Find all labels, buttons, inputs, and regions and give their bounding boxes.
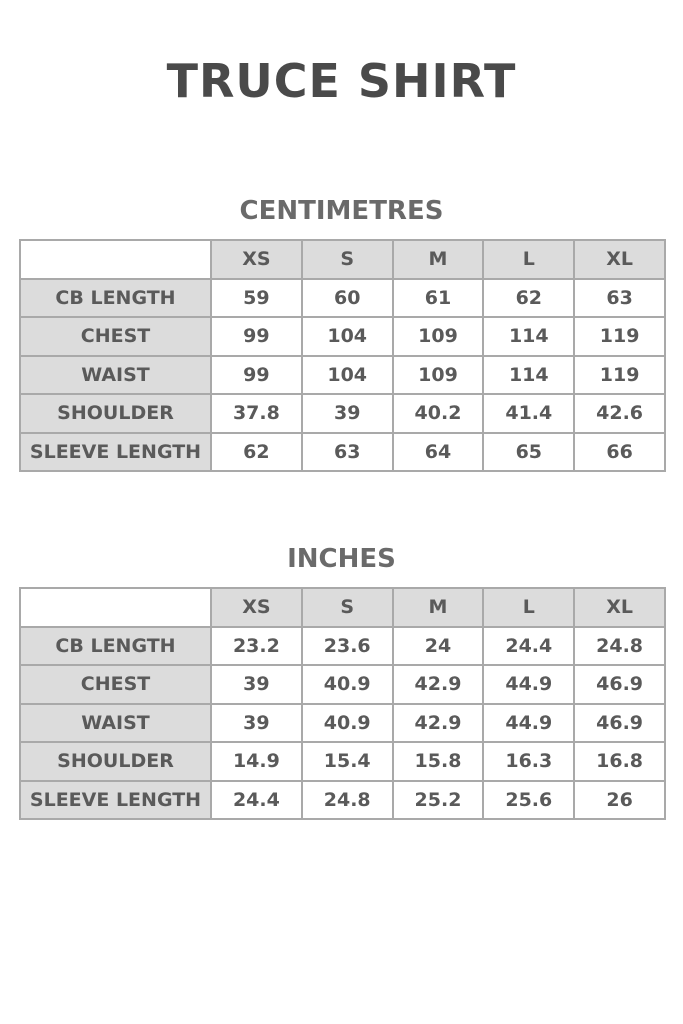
table-cell: 63: [574, 279, 665, 318]
table-cell: 99: [211, 356, 302, 395]
table-row: [20, 394, 665, 433]
table-cell: 14.9: [211, 742, 302, 781]
size-header-xs: XS: [211, 240, 302, 279]
table-cell: 114: [483, 317, 574, 356]
row-label-cb-length: CB LENGTH: [20, 627, 211, 666]
size-header-l: L: [483, 240, 574, 279]
page-title: TRUCE SHIRT: [166, 54, 517, 108]
table-cell: 23.2: [211, 627, 302, 666]
table-cell: 42.6: [574, 394, 665, 433]
table-cell: 65: [483, 433, 574, 472]
row-label-chest: CHEST: [20, 665, 211, 704]
table-cell: 44.9: [483, 665, 574, 704]
table-cell: 24: [393, 627, 484, 666]
table-cell: 46.9: [574, 704, 665, 743]
size-header-l: L: [483, 588, 574, 627]
table-row: [20, 627, 665, 666]
table-row: [20, 704, 665, 743]
size-header-xl: XL: [574, 588, 665, 627]
table-cell: 24.8: [302, 781, 393, 820]
row-label-cb-length: CB LENGTH: [20, 279, 211, 318]
table-cell: 59: [211, 279, 302, 318]
size-header-m: M: [393, 240, 484, 279]
table-corner-cell: [20, 240, 211, 279]
table-row: [20, 665, 665, 704]
table-cell: 99: [211, 317, 302, 356]
table-cell: 62: [211, 433, 302, 472]
table-row: [20, 317, 665, 356]
table-row: [20, 279, 665, 318]
table-cell: 26: [574, 781, 665, 820]
table-row: [20, 356, 665, 395]
table-cell: 114: [483, 356, 574, 395]
inches-heading: INCHES: [287, 544, 396, 574]
centimetres-heading: CENTIMETRES: [239, 196, 444, 226]
table-header-row: [20, 588, 665, 627]
table-cell: 66: [574, 433, 665, 472]
table-cell: 25.6: [483, 781, 574, 820]
row-label-waist: WAIST: [20, 704, 211, 743]
table-cell: 109: [393, 356, 484, 395]
table-cell: 15.8: [393, 742, 484, 781]
row-label-shoulder: SHOULDER: [20, 742, 211, 781]
table-cell: 24.4: [211, 781, 302, 820]
table-cell: 25.2: [393, 781, 484, 820]
table-cell: 60: [302, 279, 393, 318]
table-cell: 42.9: [393, 665, 484, 704]
size-header-xs: XS: [211, 588, 302, 627]
row-label-chest: CHEST: [20, 317, 211, 356]
size-header-xl: XL: [574, 240, 665, 279]
size-header-m: M: [393, 588, 484, 627]
size-header-s: S: [302, 588, 393, 627]
table-cell: 40.9: [302, 704, 393, 743]
table-cell: 61: [393, 279, 484, 318]
table-cell: 16.3: [483, 742, 574, 781]
row-label-waist: WAIST: [20, 356, 211, 395]
table-cell: 15.4: [302, 742, 393, 781]
table-cell: 37.8: [211, 394, 302, 433]
table-row: [20, 742, 665, 781]
table-cell: 41.4: [483, 394, 574, 433]
table-cell: 44.9: [483, 704, 574, 743]
table-cell: 104: [302, 356, 393, 395]
table-cell: 16.8: [574, 742, 665, 781]
table-row: [20, 781, 665, 820]
table-cell: 62: [483, 279, 574, 318]
table-cell: 39: [302, 394, 393, 433]
table-cell: 24.8: [574, 627, 665, 666]
table-cell: 40.2: [393, 394, 484, 433]
centimetres-size-table: [19, 239, 666, 472]
table-row: [20, 433, 665, 472]
row-label-sleeve-length: SLEEVE LENGTH: [20, 781, 211, 820]
table-header-row: [20, 240, 665, 279]
table-cell: 39: [211, 704, 302, 743]
table-cell: 39: [211, 665, 302, 704]
table-cell: 119: [574, 356, 665, 395]
inches-size-table: [19, 587, 666, 820]
table-cell: 42.9: [393, 704, 484, 743]
row-label-shoulder: SHOULDER: [20, 394, 211, 433]
table-cell: 104: [302, 317, 393, 356]
table-cell: 119: [574, 317, 665, 356]
table-cell: 40.9: [302, 665, 393, 704]
table-cell: 109: [393, 317, 484, 356]
table-cell: 63: [302, 433, 393, 472]
table-corner-cell: [20, 588, 211, 627]
table-cell: 23.6: [302, 627, 393, 666]
table-cell: 46.9: [574, 665, 665, 704]
table-cell: 24.4: [483, 627, 574, 666]
row-label-sleeve-length: SLEEVE LENGTH: [20, 433, 211, 472]
table-cell: 64: [393, 433, 484, 472]
size-header-s: S: [302, 240, 393, 279]
